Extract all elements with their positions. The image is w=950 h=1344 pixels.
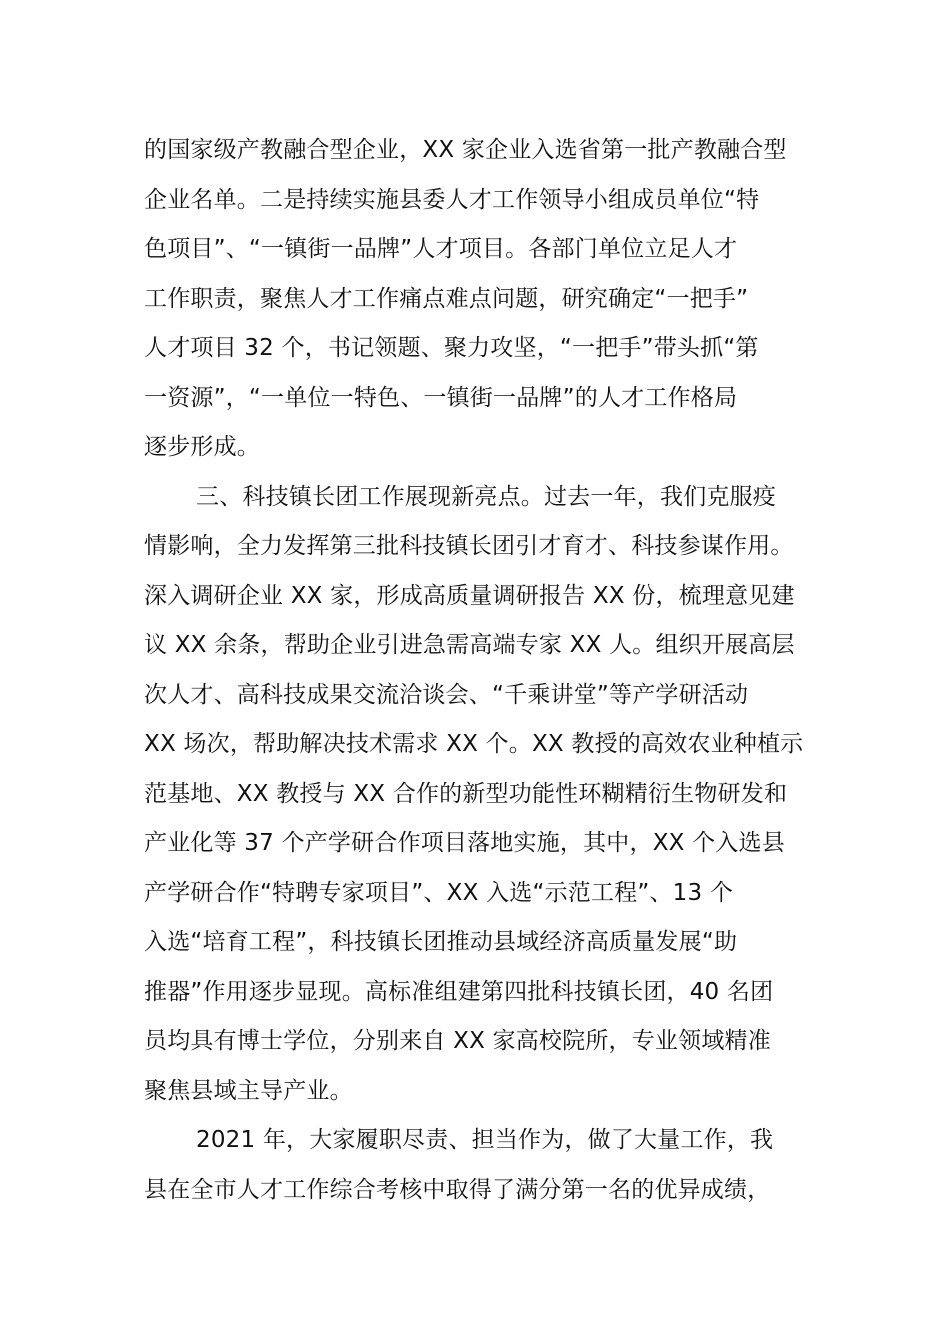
text-line: 一资源”，“一单位一特色、一镇街一品牌”的人才工作格局 [144, 384, 738, 411]
text-line: 议 XX 余条，帮助企业引进急需高端专家 XX 人。组织开展高层 [144, 632, 795, 658]
text-line: 县在全市人才工作综合考核中取得了满分第一名的优异成绩， [144, 1176, 771, 1203]
paragraph-first-line: 三、科技镇长团工作展现新亮点。过去一年，我们克服疫 [196, 483, 776, 510]
text-line: 员均具有博士学位，分别来自 XX 家高校院所，专业领域精准 [144, 1028, 771, 1054]
text-line: 工作职责，聚焦人才工作痛点难点问题，研究确定“一把手” [144, 285, 749, 312]
text-line: 企业名单。二是持续实施县委人才工作领导小组成员单位“特 [144, 186, 760, 213]
text-line: 产学研合作“特聘专家项目”、XX 入选“示范工程”、13 个 [144, 879, 734, 906]
text-line: 入选“培育工程”，科技镇长团推动县域经济高质量发展“助 [144, 929, 738, 955]
text-line: 情影响，全力发挥第三批科技镇长团引才育才、科技参谋作用。 [144, 533, 794, 559]
text-line: 深入调研企业 XX 家，形成高质量调研报告 XX 份，梳理意见建 [144, 582, 795, 609]
body-text [144, 126, 824, 1215]
text-line: 逐步形成。 [144, 434, 260, 460]
text-line: 次人才、高科技成果交流洽谈会、“千乘讲堂”等产学研活动 [144, 681, 749, 708]
text-line: 范基地、XX 教授与 XX 合作的新型功能性环糊精衍生物研发和 [144, 780, 788, 807]
text-line: 产业化等 37 个产学研合作项目落地实施，其中，XX 个入选县 [144, 830, 785, 856]
text-line: 色项目”、“一镇街一品牌”人才项目。各部门单位立足人才 [144, 236, 738, 262]
text-line: 的国家级产教融合型企业，XX 家企业入选省第一批产教融合型 [144, 137, 787, 163]
text-line: XX 场次，帮助解决技术需求 XX 个。XX 教授的高效农业种植示 [144, 731, 804, 757]
text-line: 聚焦县域主导产业。 [144, 1077, 353, 1104]
text-line: 人才项目 32 个，书记领题、聚力攻坚，“一把手”带头抓“第 [144, 335, 759, 361]
text-line: 推器”作用逐步显现。高标准组建第四批科技镇长团，40 名团 [144, 978, 774, 1005]
paragraph-first-line: 2021 年，大家履职尽责、担当作为，做了大量工作，我 [196, 1127, 774, 1153]
